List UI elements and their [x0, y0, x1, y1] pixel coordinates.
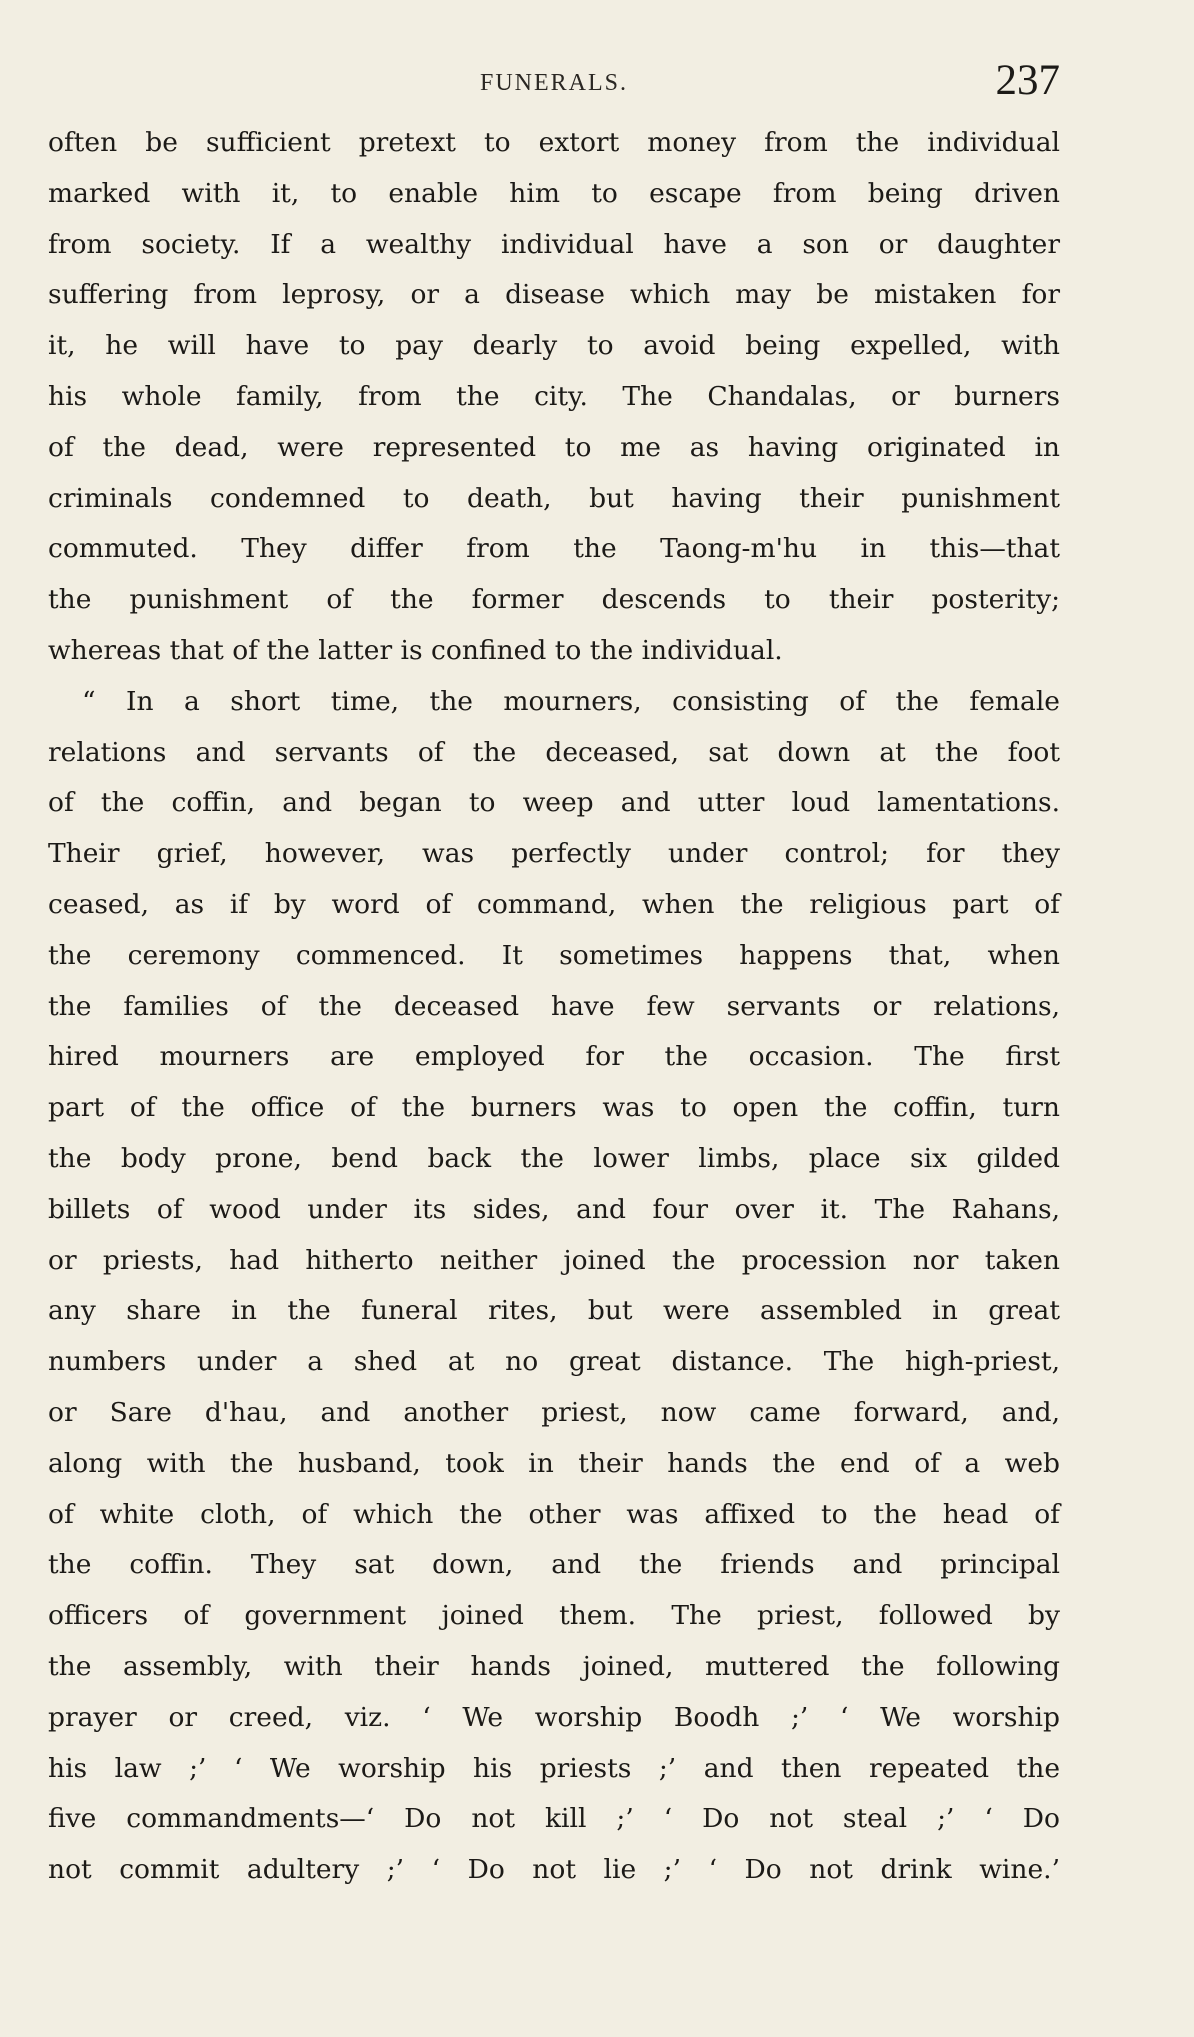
text-line: the assembly, with their hands joined, muttered the following	[48, 1650, 1060, 1682]
text-line: Their grief, however, was perfectly under control; for they	[48, 838, 1060, 870]
text-line: prayer or creed, viz. ‘ We worship Boodh ;’ ‘ We worship	[48, 1701, 1060, 1733]
running-head	[48, 52, 1060, 116]
text-line: billets of wood under its sides, and four over it. The Rahans,	[48, 1193, 1060, 1225]
text-line: the body prone, bend back the lower limbs, place six gilded	[48, 1142, 1060, 1174]
text-line: numbers under a shed at no great distance. The high-priest,	[48, 1346, 1060, 1378]
text-line: marked with it, to enable him to escape from being driven	[48, 177, 1060, 209]
text-line: it, he will have to pay dearly to avoid being expelled, with	[48, 330, 1060, 362]
page-number: 237	[995, 57, 1060, 104]
text-line: his law ;’ ‘ We worship his priests ;’ and then repeated the	[48, 1752, 1060, 1784]
text-line: from society. If a wealthy individual have a son or daughter	[48, 228, 1060, 260]
text-line: whereas that of the latter is confined to the individual.	[48, 634, 783, 666]
text-line: the ceremony commenced. It sometimes happens that, when	[48, 939, 1060, 971]
text-line: of the dead, were represented to me as having originated in	[48, 431, 1060, 463]
running-title: FUNERALS.	[479, 70, 629, 96]
text-line: suffering from leprosy, or a disease which may be mistaken for	[48, 279, 1060, 311]
text-line: ceased, as if by word of command, when the religious part of	[48, 888, 1060, 920]
body-text	[48, 118, 1060, 1896]
text-line: officers of government joined them. The priest, followed by	[48, 1600, 1060, 1632]
text-line: criminals condemned to death, but having their punishment	[48, 482, 1060, 514]
text-line: commuted. They differ from the Taong-m'hu in this—that	[48, 533, 1060, 565]
text-line: of the coffin, and began to weep and utter loud lamentations.	[48, 787, 1060, 819]
text-line: hired mourners are employed for the occasion. The first	[48, 1041, 1060, 1073]
text-line: relations and servants of the deceased, sat down at the foot	[48, 736, 1060, 768]
text-line: part of the office of the burners was to open the coffin, turn	[48, 1092, 1060, 1124]
text-line: often be sufficient pretext to extort money from the individual	[48, 127, 1060, 158]
paragraph-start-line: “ In a short time, the mourners, consisting of the female	[82, 685, 1060, 717]
text-line: the punishment of the former descends to their posterity;	[48, 584, 1060, 616]
text-line: the coffin. They sat down, and the friends and principal	[48, 1549, 1060, 1581]
text-line: or priests, had hitherto neither joined the procession nor taken	[48, 1244, 1060, 1276]
text-line: along with the husband, took in their hands the end of a web	[48, 1447, 1060, 1479]
text-line: his whole family, from the city. The Chandalas, or burners	[48, 380, 1060, 412]
text-line: any share in the funeral rites, but were assembled in great	[48, 1295, 1060, 1327]
text-line: not commit adultery ;’ ‘ Do not lie ;’ ‘ Do not drink wine.’	[48, 1854, 1060, 1886]
text-line: five commandments—‘ Do not kill ;’ ‘ Do not steal ;’ ‘ Do	[48, 1803, 1060, 1835]
text-line: or Sare d'hau, and another priest, now came forward, and,	[48, 1396, 1060, 1428]
text-line: the families of the deceased have few servants or relations,	[48, 990, 1060, 1022]
text-line: of white cloth, of which the other was affixed to the head of	[48, 1498, 1060, 1530]
